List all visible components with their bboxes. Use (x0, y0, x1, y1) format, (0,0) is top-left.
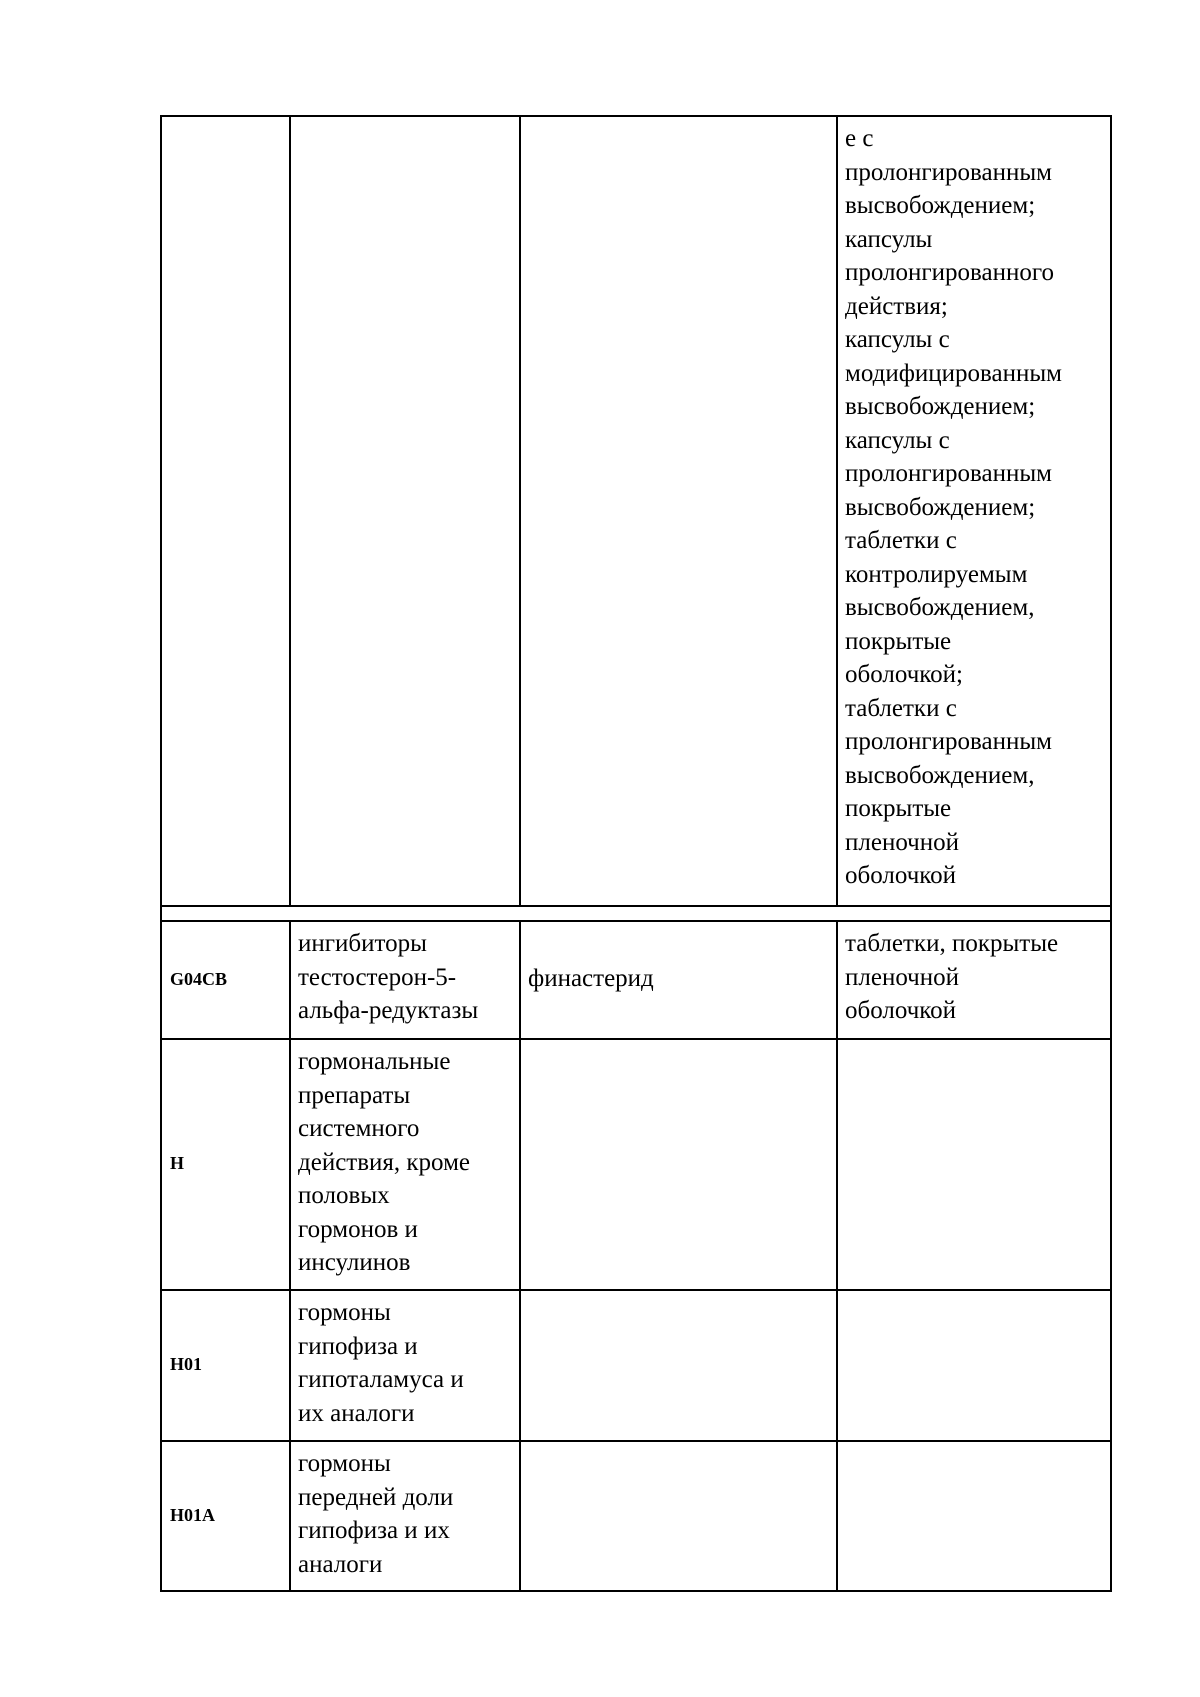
group-name-cell (290, 116, 520, 906)
dosage-forms-cell (837, 1441, 1111, 1591)
table-row (161, 1441, 1111, 1591)
group-name-cell: гормональные препараты системного действия, кроме половых гормонов и инсулинов (290, 1039, 520, 1290)
atc-code-cell: H01 (161, 1290, 290, 1441)
drug-classification-table (160, 115, 1112, 1592)
dosage-forms-cell (837, 1290, 1111, 1441)
atc-code-cell (161, 116, 290, 906)
drug-name-cell (520, 1290, 837, 1441)
table-row (161, 921, 1111, 1039)
drug-name-cell: финастерид (520, 921, 837, 1039)
drug-name-cell (520, 1441, 837, 1591)
table-row-continuation (161, 116, 1111, 906)
atc-code-cell: G04CB (161, 921, 290, 1039)
dosage-forms-cell (837, 1039, 1111, 1290)
group-name-cell: гормоны гипофиза и гипоталамуса и их аналоги (290, 1290, 520, 1441)
dosage-forms-cell: таблетки, покрытые пленочной оболочкой (837, 921, 1111, 1039)
group-name-cell: гормоны передней доли гипофиза и их аналоги (290, 1441, 520, 1591)
group-name-cell: ингибиторы тестостерон-5- альфа-редуктазы (290, 921, 520, 1039)
dosage-forms-cell: е с пролонгированным высвобождением; капсулы пролонгированного действия; капсулы с модифицированным высвобождением; капсулы с пролонгированным высвобождением; таблетки с контролируемым высвобождением, покрытые оболочкой; таблетки с пролонгированным высвобождением, покрытые пленочной оболочкой (837, 116, 1111, 906)
atc-code-cell: H (161, 1039, 290, 1290)
table-row (161, 1290, 1111, 1441)
drug-name-cell (520, 116, 837, 906)
table-spacer-row (161, 906, 1111, 921)
table-row (161, 1039, 1111, 1290)
spacer-cell (161, 906, 1111, 921)
atc-code-cell: H01A (161, 1441, 290, 1591)
drug-name-cell (520, 1039, 837, 1290)
